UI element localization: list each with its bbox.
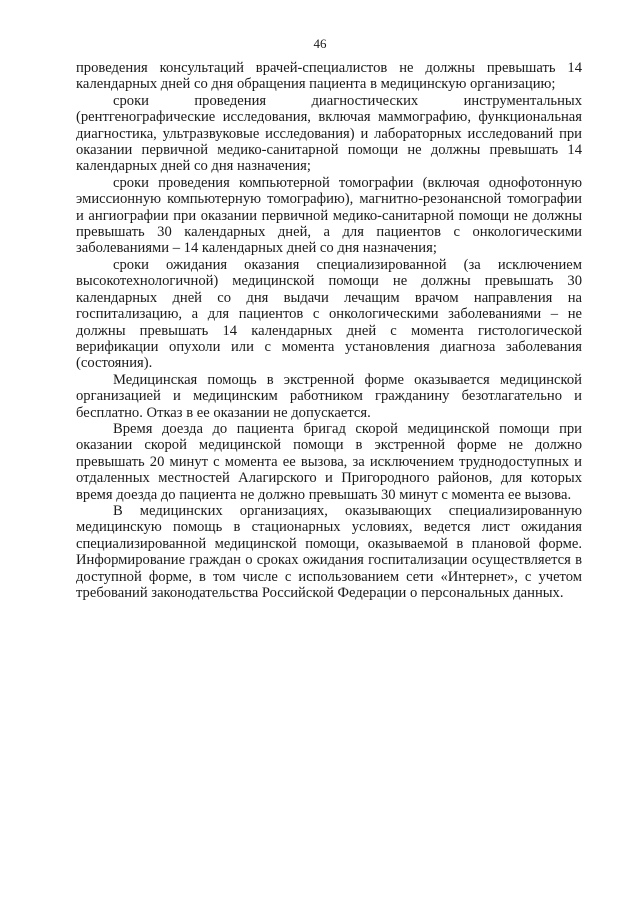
document-body [76, 60, 582, 601]
paragraph-specialized-care-terms: сроки ожидания оказания специализированной (за исключением высокотехнологичной) медицинской помощи не должны превышать 30 календарных дней со дня выдачи лечащим врачом направления на госпитализацию, а для пациентов с онкологическими заболеваниями – не должны превышать 14 календарных дней с момента гистологической верификации опухоли или с момента установления диагноза заболевания (состояния). [76, 256, 582, 372]
paragraph-waiting-list: В медицинских организациях, оказывающих специализированную медицинскую помощь в стационарных условиях, ведется лист ожидания специализированной медицинской помощи, оказываемой в плановой форме. Информирование граждан о сроках ожидания госпитализации осуществляется в доступной форме, в том числе с использованием сети «Интернет», с учетом требований законодательства Российской Федерации о персональных данных. [76, 502, 582, 601]
paragraph-consultation-terms: проведения консультаций врачей-специалистов не должны превышать 14 календарных дней со дня обращения пациента в медицинскую организацию; [76, 60, 582, 93]
paragraph-diagnostic-terms: сроки проведения диагностических инструментальных (рентгенографические исследования, включая маммографию, функциональная диагностика, ультразвуковые исследования) и лабораторных исследований при оказании первичной медико-санитарной помощи не должны превышать 14 календарных дней со дня назначения; [76, 92, 582, 175]
paragraph-ambulance-arrival-time: Время доезда до пациента бригад скорой медицинской помощи при оказании скорой медицинской помощи в экстренной форме не должно превышать 20 минут с момента ее вызова, за исключением труднодоступных и отдаленных местностей Алагирского и Пригородного районов, для которых время доезда до пациента не должно превышать 30 минут с момента ее вызова. [76, 420, 582, 503]
paragraph-tomography-terms: сроки проведения компьютерной томографии (включая однофотонную эмиссионную компьютерную томографию), магнитно-резонансной томографии и ангиографии при оказании первичной медико-санитарной помощи не должны превышать 30 календарных дней, а для пациентов с онкологическими заболеваниями – 14 календарных дней со дня назначения; [76, 174, 582, 257]
page-number: 46 [313, 36, 327, 51]
paragraph-emergency-care: Медицинская помощь в экстренной форме оказывается медицинской организацией и медицинским работником гражданину безотлагательно и бесплатно. Отказ в ее оказании не допускается. [76, 371, 582, 421]
